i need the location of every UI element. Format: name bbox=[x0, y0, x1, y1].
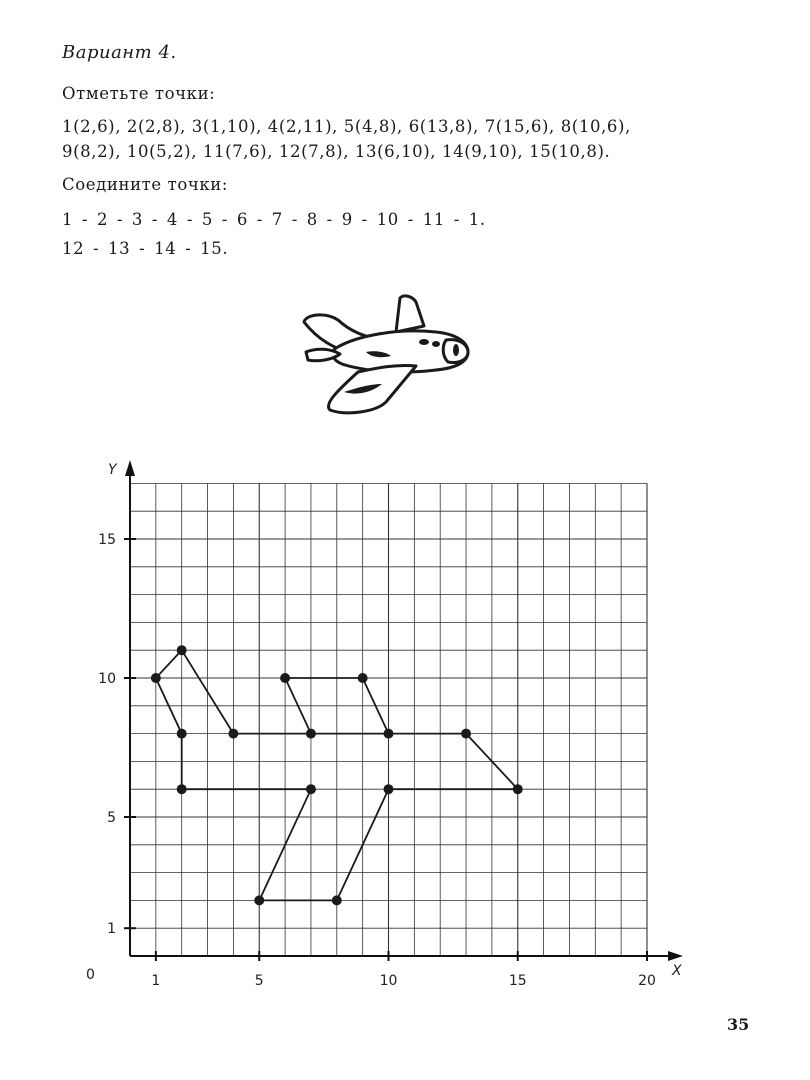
y-tick-label: 10 bbox=[98, 671, 116, 687]
figure-point bbox=[228, 729, 238, 739]
points-line: 1(2,6), 2(2,8), 3(1,10), 4(2,11), 5(4,8), 6(13,8), 7(15,6), 8(10,6), bbox=[62, 117, 631, 136]
figure-point bbox=[254, 895, 264, 905]
figure-point bbox=[461, 729, 471, 739]
variant-title: Вариант 4. bbox=[62, 42, 177, 63]
points-list bbox=[62, 114, 631, 164]
figure-point bbox=[177, 784, 187, 794]
origin-label: 0 bbox=[86, 967, 95, 983]
figure-points bbox=[151, 645, 523, 905]
figure-point bbox=[280, 673, 290, 683]
figure-point bbox=[306, 784, 316, 794]
figure-point bbox=[177, 645, 187, 655]
axes bbox=[125, 460, 683, 961]
x-axis-label: X bbox=[672, 963, 682, 979]
figure-point bbox=[151, 673, 161, 683]
page-number: 35 bbox=[727, 1015, 750, 1034]
mark-points-instruction: Отметьте точки: bbox=[62, 84, 216, 103]
figure-point bbox=[177, 729, 187, 739]
figure-point bbox=[358, 673, 368, 683]
grid-lines bbox=[130, 483, 647, 956]
tick-marks bbox=[124, 539, 647, 961]
connection-line: 1 - 2 - 3 - 4 - 5 - 6 - 7 - 8 - 9 - 10 - 11 - 1. bbox=[62, 210, 486, 229]
y-tick-label: 15 bbox=[98, 532, 116, 548]
figure-point bbox=[384, 729, 394, 739]
x-tick-label: 15 bbox=[508, 973, 527, 989]
y-axis-label: Y bbox=[108, 462, 117, 478]
x-tick-label: 1 bbox=[151, 973, 161, 989]
airplane-illustration bbox=[296, 292, 476, 417]
figure-point bbox=[384, 784, 394, 794]
figure-point bbox=[306, 729, 316, 739]
figure-path bbox=[156, 650, 518, 900]
figure-point bbox=[332, 895, 342, 905]
tick-labels bbox=[98, 532, 656, 989]
figure-paths bbox=[156, 650, 518, 900]
connect-points-instruction: Соедините точки: bbox=[62, 175, 229, 194]
x-tick-label: 20 bbox=[638, 973, 656, 989]
connection-sequence bbox=[62, 205, 486, 263]
figure-path bbox=[285, 678, 388, 734]
x-tick-label: 5 bbox=[254, 973, 264, 989]
connection-line: 12 - 13 - 14 - 15. bbox=[62, 239, 229, 258]
x-axis-arrow bbox=[668, 951, 683, 961]
y-tick-label: 5 bbox=[107, 810, 116, 826]
x-tick-label: 10 bbox=[379, 973, 398, 989]
y-tick-label: 1 bbox=[107, 921, 116, 938]
points-line: 9(8,2), 10(5,2), 11(7,6), 12(7,8), 13(6,10), 14(9,10), 15(10,8). bbox=[62, 142, 611, 161]
y-axis-arrow bbox=[125, 460, 135, 476]
figure-point bbox=[513, 784, 523, 794]
